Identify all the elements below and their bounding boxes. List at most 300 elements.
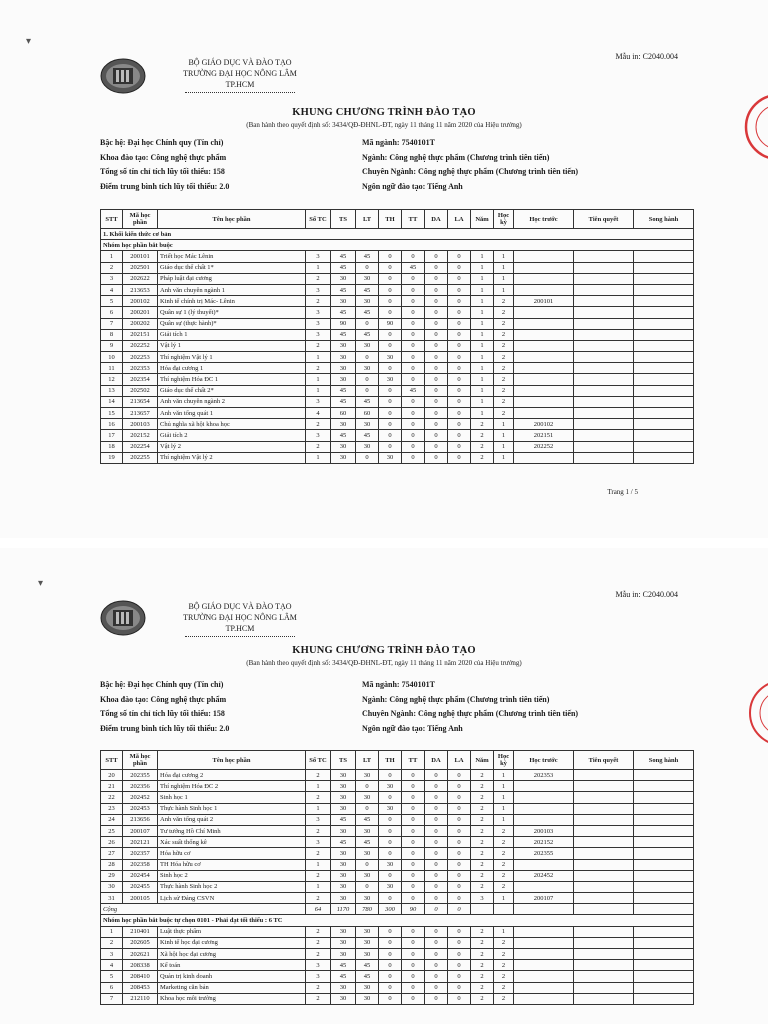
table-cell bbox=[634, 960, 694, 971]
table-cell: 0 bbox=[402, 430, 425, 441]
table-cell: 0 bbox=[356, 262, 379, 273]
table-cell: 1 bbox=[306, 374, 331, 385]
table-cell: 0 bbox=[425, 318, 448, 329]
column-header: DA bbox=[425, 210, 448, 229]
total-row bbox=[101, 904, 694, 915]
table-cell: 2 bbox=[494, 870, 514, 881]
table-cell: 1 bbox=[494, 452, 514, 463]
table-cell: 2 bbox=[471, 881, 494, 892]
section-row bbox=[101, 229, 694, 240]
table-cell bbox=[634, 340, 694, 351]
table-cell: 0 bbox=[448, 385, 471, 396]
table-cell: 1 bbox=[306, 385, 331, 396]
table-cell bbox=[634, 881, 694, 892]
ministry-name: BỘ GIÁO DỤC VÀ ĐÀO TẠO bbox=[188, 602, 292, 611]
table-cell: 200202 bbox=[123, 318, 158, 329]
table-cell: 1 bbox=[494, 803, 514, 814]
red-stamp-icon bbox=[734, 92, 768, 162]
table-cell bbox=[574, 251, 634, 262]
table-cell: 2 bbox=[494, 307, 514, 318]
table-cell: 1 bbox=[494, 781, 514, 792]
table-cell: 208453 bbox=[123, 982, 158, 993]
info-min-gpa: Điểm trung bình tích lũy tối thiểu: 2.0 bbox=[100, 181, 230, 191]
info-min-credits: Tổng số tín chỉ tích lũy tối thiểu: 158 bbox=[100, 167, 225, 176]
column-header: Học kỳ bbox=[494, 210, 514, 229]
table-cell: 0 bbox=[379, 408, 402, 419]
table-cell bbox=[574, 262, 634, 273]
table-cell: 213657 bbox=[123, 408, 158, 419]
table-cell: 1 bbox=[494, 926, 514, 937]
table-row bbox=[101, 937, 694, 948]
table-cell: Vật lý 2 bbox=[158, 441, 306, 452]
table-cell: Kinh tế chính trị Mác- Lênin bbox=[158, 296, 306, 307]
table-cell: 45 bbox=[356, 960, 379, 971]
table-cell: 0 bbox=[402, 419, 425, 430]
table-cell: 0 bbox=[425, 971, 448, 982]
table-cell: 29 bbox=[101, 870, 123, 881]
table-cell: 13 bbox=[101, 385, 123, 396]
table-cell: 0 bbox=[425, 452, 448, 463]
table-cell: 0 bbox=[402, 993, 425, 1004]
table-cell bbox=[574, 792, 634, 803]
table-row bbox=[101, 273, 694, 284]
table-cell bbox=[634, 825, 694, 836]
table-cell: 0 bbox=[402, 374, 425, 385]
table-cell: Lịch sử Đảng CSVN bbox=[158, 893, 306, 904]
table-cell: 0 bbox=[379, 284, 402, 295]
table-cell: 2 bbox=[494, 408, 514, 419]
table-cell: 0 bbox=[425, 770, 448, 781]
table-cell: 202121 bbox=[123, 837, 158, 848]
table-row bbox=[101, 859, 694, 870]
table-cell: 45 bbox=[356, 307, 379, 318]
table-cell bbox=[514, 859, 574, 870]
total-cell: 0 bbox=[448, 904, 471, 915]
table-cell: 0 bbox=[379, 837, 402, 848]
table-cell: 0 bbox=[425, 419, 448, 430]
table-cell bbox=[634, 770, 694, 781]
table-cell: 202253 bbox=[123, 352, 158, 363]
empty-cell bbox=[471, 904, 494, 915]
school-header bbox=[170, 601, 310, 637]
table-cell bbox=[574, 870, 634, 881]
table-cell bbox=[514, 792, 574, 803]
table-cell: 0 bbox=[425, 284, 448, 295]
table-cell: 0 bbox=[425, 937, 448, 948]
table-cell bbox=[574, 430, 634, 441]
table-cell: 30 bbox=[356, 848, 379, 859]
table-cell: 2 bbox=[494, 949, 514, 960]
table-cell: 202453 bbox=[123, 803, 158, 814]
table-cell: 1 bbox=[471, 251, 494, 262]
table-cell: 202452 bbox=[123, 792, 158, 803]
table-cell: 0 bbox=[379, 770, 402, 781]
university-name: TRƯỜNG ĐẠI HỌC NÔNG LÂM TP.HCM bbox=[183, 613, 297, 633]
table-cell: 0 bbox=[425, 385, 448, 396]
table-cell: 0 bbox=[448, 374, 471, 385]
table-cell bbox=[514, 284, 574, 295]
table-cell: 30 bbox=[356, 993, 379, 1004]
table-cell: 2 bbox=[494, 363, 514, 374]
table-cell bbox=[634, 993, 694, 1004]
table-cell: 0 bbox=[402, 441, 425, 452]
table-cell: 45 bbox=[356, 251, 379, 262]
table-cell: 0 bbox=[448, 430, 471, 441]
table-cell bbox=[634, 859, 694, 870]
table-cell: 3 bbox=[471, 893, 494, 904]
table-cell: 1 bbox=[471, 284, 494, 295]
table-cell: 2 bbox=[101, 262, 123, 273]
table-cell: 2 bbox=[471, 419, 494, 430]
document-title: KHUNG CHƯƠNG TRÌNH ĐÀO TẠO bbox=[292, 107, 476, 118]
column-header: Năm bbox=[471, 751, 494, 770]
table-cell: 3 bbox=[101, 273, 123, 284]
table-cell: 0 bbox=[379, 949, 402, 960]
table-cell: 202355 bbox=[123, 770, 158, 781]
table-cell: 0 bbox=[402, 296, 425, 307]
table-cell: 212110 bbox=[123, 993, 158, 1004]
table-cell: Thí nghiệm Vật lý 1 bbox=[158, 352, 306, 363]
column-header: Song hành bbox=[634, 210, 694, 229]
table-cell: 30 bbox=[331, 441, 356, 452]
column-header: Tên học phần bbox=[158, 751, 306, 770]
table-cell bbox=[574, 848, 634, 859]
table-cell: 1 bbox=[471, 340, 494, 351]
table-cell: 0 bbox=[356, 781, 379, 792]
table-cell bbox=[574, 374, 634, 385]
table-cell: 202252 bbox=[123, 340, 158, 351]
table-cell: 0 bbox=[402, 881, 425, 892]
table-cell bbox=[574, 318, 634, 329]
table-cell: 45 bbox=[331, 971, 356, 982]
table-row bbox=[101, 284, 694, 295]
table-cell: Anh văn tổng quát 2 bbox=[158, 814, 306, 825]
column-header: LT bbox=[356, 210, 379, 229]
table-cell: 2 bbox=[494, 837, 514, 848]
table-cell: 0 bbox=[402, 803, 425, 814]
table-cell: 45 bbox=[331, 284, 356, 295]
table-cell: 4 bbox=[306, 408, 331, 419]
table-cell: 2 bbox=[471, 430, 494, 441]
table-cell: 202354 bbox=[123, 374, 158, 385]
table-cell: 0 bbox=[356, 803, 379, 814]
table-cell: 2 bbox=[494, 329, 514, 340]
table-cell bbox=[514, 937, 574, 948]
table-cell: 3 bbox=[306, 318, 331, 329]
table-cell: 202358 bbox=[123, 859, 158, 870]
table-cell: 2 bbox=[306, 825, 331, 836]
table-cell: 19 bbox=[101, 452, 123, 463]
table-cell: 30 bbox=[331, 937, 356, 948]
table-cell: 15 bbox=[101, 408, 123, 419]
table-cell: 0 bbox=[356, 352, 379, 363]
table-cell: 0 bbox=[448, 803, 471, 814]
table-cell: 30 bbox=[379, 859, 402, 870]
table-cell: 0 bbox=[402, 814, 425, 825]
table-cell: 3 bbox=[306, 971, 331, 982]
table-cell: 30 bbox=[331, 982, 356, 993]
table-cell: 2 bbox=[306, 273, 331, 284]
table-row bbox=[101, 993, 694, 1004]
table-row bbox=[101, 926, 694, 937]
table-cell: 30 bbox=[331, 893, 356, 904]
table-cell: 0 bbox=[425, 837, 448, 848]
table-cell: 2 bbox=[494, 296, 514, 307]
table-cell bbox=[574, 396, 634, 407]
table-cell: 3 bbox=[306, 837, 331, 848]
table-cell: 200201 bbox=[123, 307, 158, 318]
table-cell: 7 bbox=[101, 993, 123, 1004]
table-cell: 0 bbox=[379, 993, 402, 1004]
table-cell: 30 bbox=[356, 770, 379, 781]
table-cell: 0 bbox=[425, 262, 448, 273]
table-cell: 1 bbox=[471, 363, 494, 374]
table-row bbox=[101, 982, 694, 993]
table-cell: 1 bbox=[471, 374, 494, 385]
table-cell bbox=[514, 352, 574, 363]
table-cell: 202452 bbox=[514, 870, 574, 881]
table-cell: 30 bbox=[356, 870, 379, 881]
table-cell bbox=[574, 982, 634, 993]
group-label: Nhóm học phần bắt buộc tự chọn 0101 - Phải đạt tối thiểu : 6 TC bbox=[101, 915, 694, 926]
table-cell: 0 bbox=[356, 374, 379, 385]
table-cell: 31 bbox=[101, 893, 123, 904]
table-cell: 30 bbox=[356, 340, 379, 351]
table-cell: 0 bbox=[425, 340, 448, 351]
table-row bbox=[101, 329, 694, 340]
table-cell: 0 bbox=[425, 848, 448, 859]
table-cell: 0 bbox=[448, 881, 471, 892]
table-cell: 45 bbox=[356, 971, 379, 982]
table-cell: 9 bbox=[101, 340, 123, 351]
table-cell bbox=[634, 870, 694, 881]
table-cell: 202152 bbox=[514, 837, 574, 848]
table-cell: 200103 bbox=[123, 419, 158, 430]
table-cell: 0 bbox=[425, 859, 448, 870]
table-cell: 3 bbox=[306, 814, 331, 825]
table-cell: 45 bbox=[331, 396, 356, 407]
table-cell: 0 bbox=[448, 262, 471, 273]
table-cell: 0 bbox=[356, 385, 379, 396]
table-cell: Thí nghiệm Hóa ĐC 1 bbox=[158, 374, 306, 385]
table-cell: 2 bbox=[494, 993, 514, 1004]
table-cell: 0 bbox=[402, 893, 425, 904]
table-cell bbox=[634, 893, 694, 904]
table-cell: 2 bbox=[471, 441, 494, 452]
table-cell: 1 bbox=[471, 385, 494, 396]
table-cell: 2 bbox=[306, 893, 331, 904]
table-cell: 0 bbox=[448, 452, 471, 463]
table-cell: 45 bbox=[331, 814, 356, 825]
document-subtitle: (Ban hành theo quyết định số: 3434/QĐ-ĐHNL-ĐT, ngày 11 tháng 11 năm 2020 của Hiệu trưởng) bbox=[246, 659, 522, 667]
table-cell: 0 bbox=[448, 937, 471, 948]
table-cell: 2 bbox=[494, 960, 514, 971]
table-cell: 0 bbox=[379, 396, 402, 407]
table-cell bbox=[634, 792, 694, 803]
table-cell: 5 bbox=[101, 971, 123, 982]
table-cell: 0 bbox=[379, 262, 402, 273]
table-cell bbox=[574, 452, 634, 463]
table-cell: Hóa hữu cơ bbox=[158, 848, 306, 859]
column-header: STT bbox=[101, 751, 123, 770]
table-cell: 0 bbox=[356, 452, 379, 463]
table-cell: 26 bbox=[101, 837, 123, 848]
table-cell: 0 bbox=[425, 781, 448, 792]
table-cell: 0 bbox=[402, 273, 425, 284]
table-cell: 2 bbox=[494, 937, 514, 948]
table-cell: 30 bbox=[379, 881, 402, 892]
table-cell: 0 bbox=[448, 363, 471, 374]
table-cell bbox=[514, 307, 574, 318]
column-header: TH bbox=[379, 210, 402, 229]
table-cell: 30 bbox=[379, 781, 402, 792]
table-cell: 1 bbox=[471, 318, 494, 329]
table-cell: 30 bbox=[356, 792, 379, 803]
table-cell: 23 bbox=[101, 803, 123, 814]
info-faculty: Khoa đào tạo: Công nghệ thực phẩm bbox=[100, 152, 227, 162]
table-cell bbox=[574, 949, 634, 960]
table-cell: 11 bbox=[101, 363, 123, 374]
table-cell: 1 bbox=[471, 307, 494, 318]
table-cell: 0 bbox=[379, 971, 402, 982]
table-cell: 0 bbox=[425, 329, 448, 340]
table-cell: 1 bbox=[471, 273, 494, 284]
program-info-right bbox=[362, 136, 578, 194]
table-cell: 2 bbox=[306, 792, 331, 803]
table-row bbox=[101, 374, 694, 385]
table-cell: 2 bbox=[494, 982, 514, 993]
table-cell bbox=[574, 859, 634, 870]
info-major-code: Mã ngành: 7540101T bbox=[362, 138, 435, 147]
table-cell bbox=[634, 374, 694, 385]
table-row bbox=[101, 949, 694, 960]
table-cell: 0 bbox=[379, 419, 402, 430]
table-cell: 30 bbox=[331, 848, 356, 859]
table-header-row bbox=[101, 751, 694, 770]
table-cell bbox=[574, 296, 634, 307]
table-cell: 0 bbox=[425, 352, 448, 363]
table-cell bbox=[634, 408, 694, 419]
table-cell: Sinh học 1 bbox=[158, 792, 306, 803]
table-cell: 0 bbox=[402, 452, 425, 463]
table-cell: 45 bbox=[402, 262, 425, 273]
header-divider bbox=[185, 636, 295, 637]
table-cell: Giáo dục thể chất 2* bbox=[158, 385, 306, 396]
table-cell: 1 bbox=[471, 408, 494, 419]
info-language: Ngôn ngữ đào tạo: Tiếng Anh bbox=[362, 181, 463, 191]
table-cell bbox=[574, 926, 634, 937]
table-cell bbox=[574, 340, 634, 351]
table-row bbox=[101, 430, 694, 441]
table-cell: 2 bbox=[101, 937, 123, 948]
total-cell: 780 bbox=[356, 904, 379, 915]
table-cell bbox=[514, 926, 574, 937]
table-cell: 0 bbox=[448, 926, 471, 937]
table-cell: 45 bbox=[331, 262, 356, 273]
table-row bbox=[101, 803, 694, 814]
table-cell: 0 bbox=[448, 792, 471, 803]
table-cell: 2 bbox=[494, 318, 514, 329]
table-cell: 0 bbox=[402, 781, 425, 792]
table-cell: 1 bbox=[471, 329, 494, 340]
ministry-name: BỘ GIÁO DỤC VÀ ĐÀO TẠO bbox=[188, 58, 292, 67]
table-cell: 202355 bbox=[514, 848, 574, 859]
table-cell bbox=[574, 825, 634, 836]
form-number: Mẫu in: C2040.004 bbox=[615, 590, 678, 599]
table-cell: 30 bbox=[331, 419, 356, 430]
table-cell: 30 bbox=[331, 870, 356, 881]
table-cell bbox=[634, 262, 694, 273]
table-cell: 6 bbox=[101, 307, 123, 318]
table-cell: 30 bbox=[331, 926, 356, 937]
table-cell: 0 bbox=[448, 273, 471, 284]
table-cell: 200101 bbox=[123, 251, 158, 262]
table-cell bbox=[574, 881, 634, 892]
table-cell bbox=[574, 441, 634, 452]
table-cell: 2 bbox=[494, 352, 514, 363]
table-cell bbox=[634, 781, 694, 792]
table-cell: 0 bbox=[448, 971, 471, 982]
table-cell: 0 bbox=[448, 870, 471, 881]
table-cell bbox=[634, 848, 694, 859]
table-cell: 0 bbox=[425, 982, 448, 993]
header-divider bbox=[185, 92, 295, 93]
info-min-gpa: Điểm trung bình tích lũy tối thiểu: 2.0 bbox=[100, 723, 230, 733]
table-cell: 0 bbox=[379, 814, 402, 825]
table-cell: 0 bbox=[402, 251, 425, 262]
table-cell bbox=[514, 949, 574, 960]
table-row bbox=[101, 363, 694, 374]
table-cell: 3 bbox=[101, 949, 123, 960]
table-cell: Anh văn chuyên ngành 2 bbox=[158, 396, 306, 407]
table-cell bbox=[634, 971, 694, 982]
table-cell: 213656 bbox=[123, 814, 158, 825]
table-cell bbox=[634, 982, 694, 993]
table-cell: 30 bbox=[331, 363, 356, 374]
table-cell: 0 bbox=[448, 352, 471, 363]
table-cell: 30 bbox=[356, 893, 379, 904]
table-cell: 200102 bbox=[514, 419, 574, 430]
table-cell: Triết học Mác Lênin bbox=[158, 251, 306, 262]
table-cell: 3 bbox=[306, 430, 331, 441]
table-cell: 0 bbox=[448, 419, 471, 430]
group-row bbox=[101, 915, 694, 926]
table-cell bbox=[634, 441, 694, 452]
table-cell: 2 bbox=[494, 848, 514, 859]
column-header: Mã học phần bbox=[123, 751, 158, 770]
table-cell: 0 bbox=[448, 993, 471, 1004]
table-cell: 1 bbox=[494, 284, 514, 295]
column-header: Tên học phần bbox=[158, 210, 306, 229]
table-cell: 45 bbox=[331, 385, 356, 396]
table-cell: 30 bbox=[379, 374, 402, 385]
table-cell: 202151 bbox=[123, 329, 158, 340]
document-title: KHUNG CHƯƠNG TRÌNH ĐÀO TẠO bbox=[292, 645, 476, 656]
table-cell: 0 bbox=[402, 926, 425, 937]
table-cell bbox=[514, 318, 574, 329]
table-cell bbox=[634, 296, 694, 307]
table-cell: Chủ nghĩa xã hội khoa học bbox=[158, 419, 306, 430]
empty-cell bbox=[494, 904, 514, 915]
table-cell: 30 bbox=[356, 363, 379, 374]
table-cell: 0 bbox=[379, 960, 402, 971]
table-cell bbox=[514, 452, 574, 463]
table-row bbox=[101, 971, 694, 982]
table-cell: 202622 bbox=[123, 273, 158, 284]
column-header: Tiên quyết bbox=[574, 210, 634, 229]
table-cell: 0 bbox=[402, 837, 425, 848]
table-row bbox=[101, 408, 694, 419]
